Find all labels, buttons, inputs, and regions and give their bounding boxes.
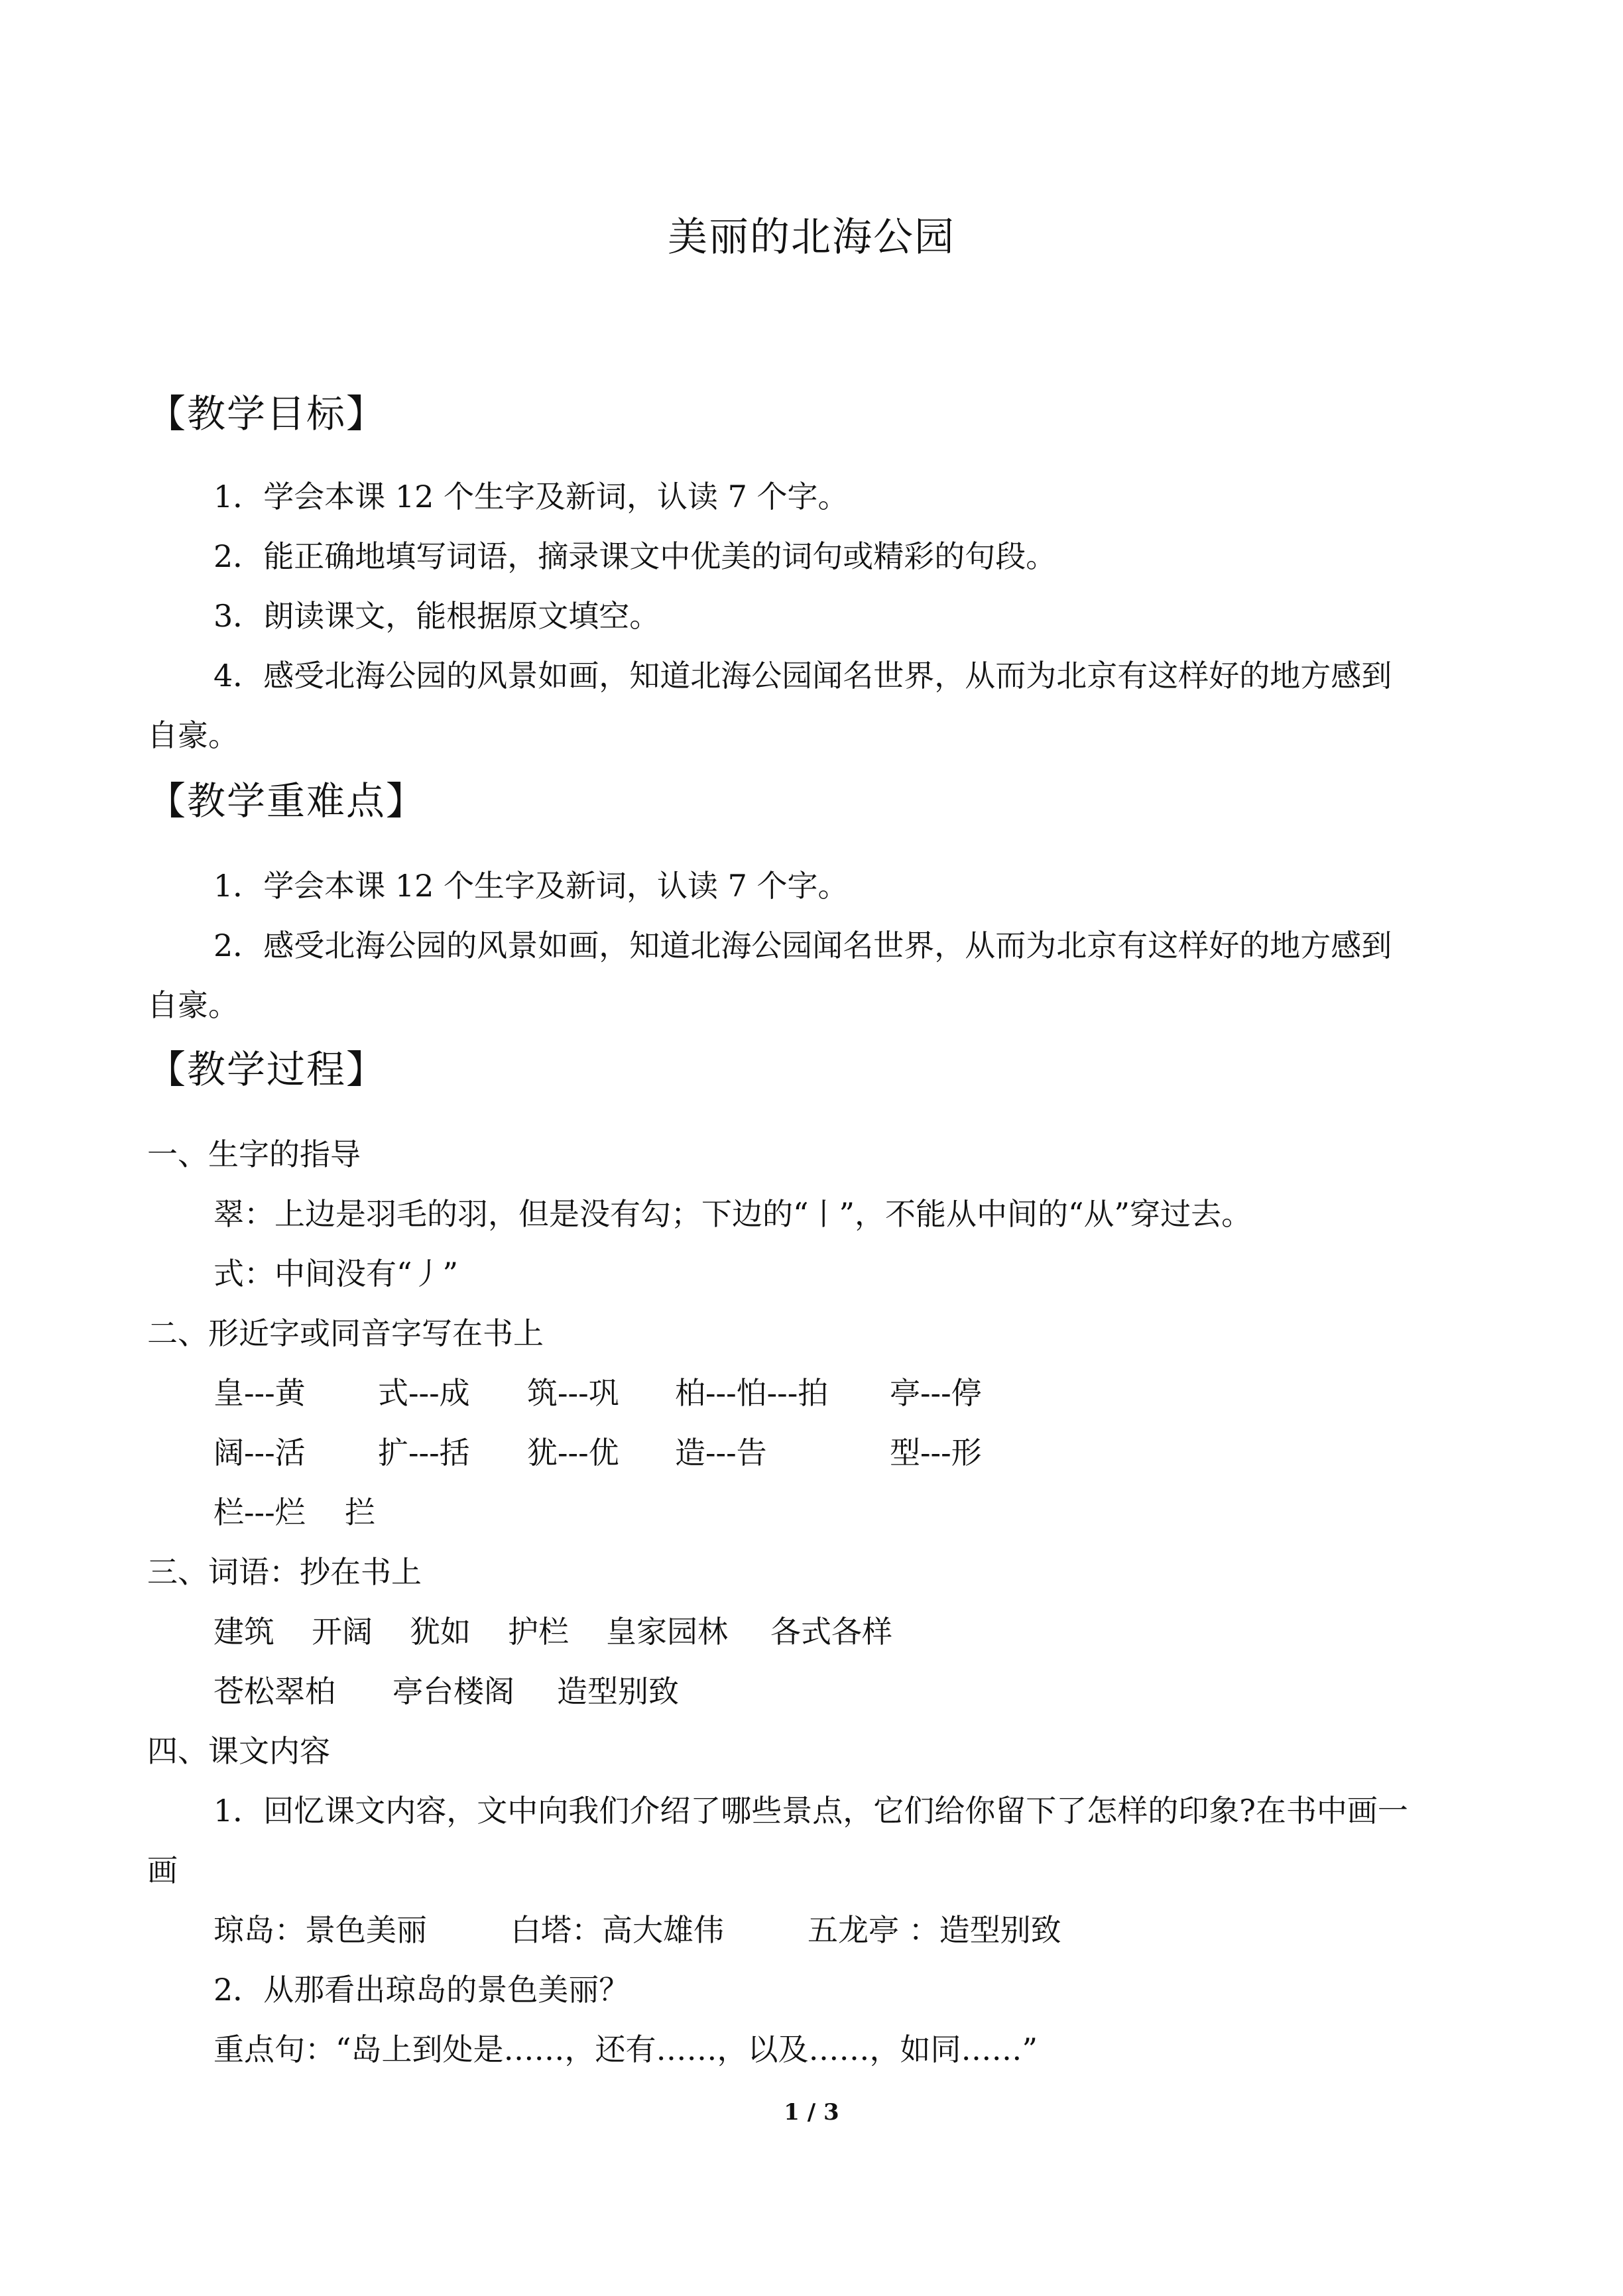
page-number: 1 / 3 bbox=[784, 2099, 839, 2126]
vocab-word: 苍松翠柏 bbox=[213, 1673, 335, 1709]
vocab-word: 护栏 bbox=[508, 1614, 569, 1650]
vocab-word: 各式各样 bbox=[770, 1614, 892, 1650]
part4-title: 四、课文内容 bbox=[147, 1733, 330, 1769]
part2-title: 二、形近字或同音字写在书上 bbox=[147, 1315, 544, 1351]
part4-question-2: 2．从那看出琼岛的景色美丽？ bbox=[213, 1972, 630, 2008]
char-pair: 柏---怕---拍 bbox=[675, 1375, 829, 1411]
vocab-word: 亭台楼阁 bbox=[392, 1673, 514, 1709]
char-pair: 拦 bbox=[345, 1494, 375, 1530]
part4-question-1: 1．回忆课文内容，文中向我们介绍了哪些景点，它们给你留下了怎样的印象?在书中画一 bbox=[213, 1793, 1408, 1829]
scenic-spot: 白塔：高大雄伟 bbox=[511, 1912, 724, 1948]
objective-item-4: 4．感受北海公园的风景如画，知道北海公园闻名世界，从而为北京有这样好的地方感到 bbox=[213, 658, 1392, 694]
key-point-item-2-continued: 自豪。 bbox=[147, 987, 239, 1023]
char-pair: 扩---括 bbox=[378, 1435, 470, 1471]
vocab-word: 开阔 bbox=[312, 1614, 373, 1650]
char-pair: 犹---优 bbox=[527, 1435, 619, 1471]
part1-line-2: 式：中间没有“丿” bbox=[213, 1256, 459, 1292]
char-pair: 栏---烂 bbox=[213, 1494, 306, 1530]
objective-item-1: 1．学会本课 12 个生字及新词，认读 7 个字。 bbox=[213, 479, 849, 514]
page-title: 美丽的北海公园 bbox=[668, 214, 955, 261]
objective-item-3: 3．朗读课文，能根据原文填空。 bbox=[213, 598, 660, 634]
key-point-item-2: 2．感受北海公园的风景如画，知道北海公园闻名世界，从而为北京有这样好的地方感到 bbox=[213, 928, 1392, 963]
vocab-word: 造型别致 bbox=[557, 1673, 679, 1709]
key-points-heading: 【教学重难点】 bbox=[147, 778, 426, 823]
part1-line-1: 翠：上边是羽毛的羽，但是没有勾；下边的“丨”，不能从中间的“从”穿过去。 bbox=[213, 1196, 1252, 1232]
vocab-word: 犹如 bbox=[410, 1614, 471, 1650]
char-pair: 筑---巩 bbox=[527, 1375, 619, 1411]
process-heading: 【教学过程】 bbox=[147, 1047, 387, 1092]
objective-item-4-continued: 自豪。 bbox=[147, 717, 239, 753]
key-sentence: 重点句：“岛上到处是……，还有……，以及……，如同……” bbox=[213, 2031, 1038, 2067]
char-pair: 型---形 bbox=[890, 1435, 982, 1471]
char-pair: 式---成 bbox=[378, 1375, 470, 1411]
scenic-spot: 五龙亭 ：造型别致 bbox=[808, 1912, 1061, 1948]
key-point-item-1: 1．学会本课 12 个生字及新词，认读 7 个字。 bbox=[213, 868, 849, 904]
scenic-spot: 琼岛：景色美丽 bbox=[213, 1912, 427, 1948]
part1-title: 一、生字的指导 bbox=[147, 1136, 361, 1172]
vocab-word: 建筑 bbox=[213, 1614, 274, 1650]
char-pair: 造---告 bbox=[675, 1435, 767, 1471]
char-pair: 阔---活 bbox=[213, 1435, 306, 1471]
char-pair: 皇---黄 bbox=[213, 1375, 306, 1411]
objective-item-2: 2．能正确地填写词语，摘录课文中优美的词句或精彩的句段。 bbox=[213, 538, 1057, 574]
vocab-word: 皇家园林 bbox=[606, 1614, 728, 1650]
char-pair: 亭---停 bbox=[890, 1375, 982, 1411]
part4-question-1-continued: 画 bbox=[147, 1852, 178, 1888]
part3-title: 三、词语：抄在书上 bbox=[147, 1554, 422, 1590]
objectives-heading: 【教学目标】 bbox=[147, 391, 387, 436]
